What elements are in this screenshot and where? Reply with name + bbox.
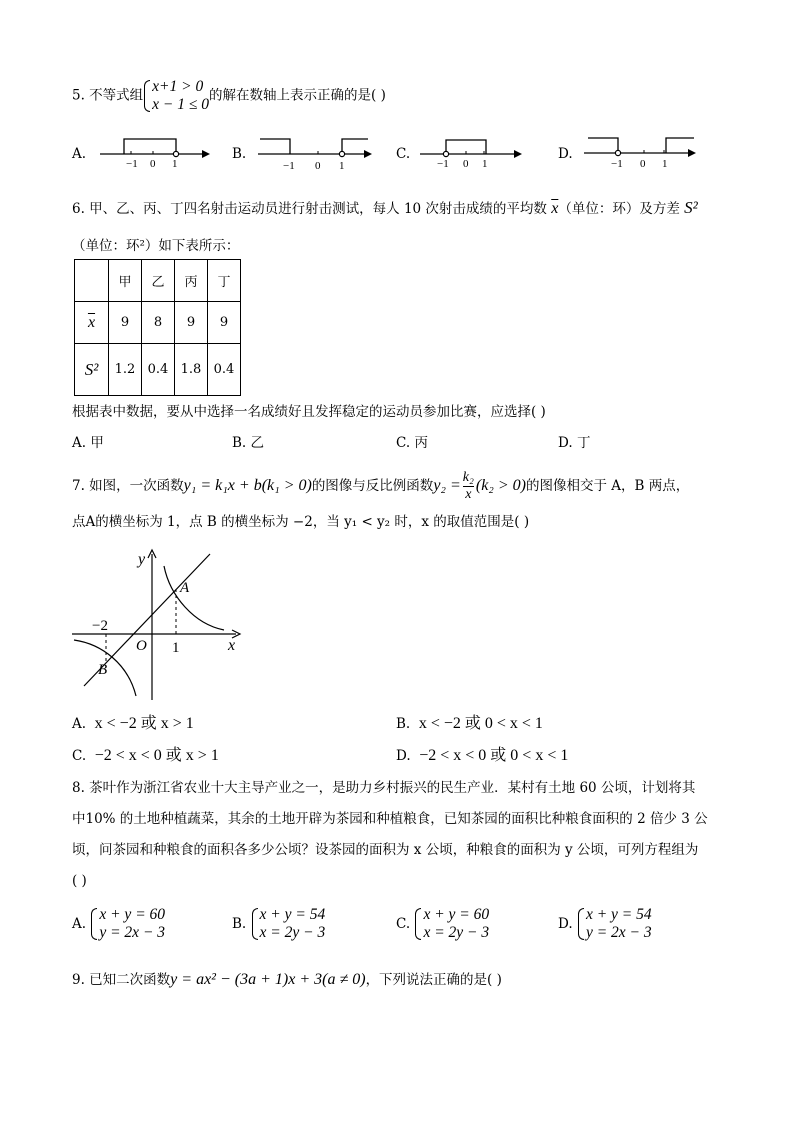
svg-text:0: 0 — [463, 158, 469, 170]
q5-number-line-d — [582, 132, 702, 174]
svg-text:0: 0 — [640, 158, 646, 170]
q5-inequality-system: x+1 > 0 x − 1 ≤ 0 — [143, 78, 209, 114]
question-8-line-4: ( ) — [72, 873, 87, 889]
svg-text:−1: −1 — [126, 158, 138, 170]
q5-option-c-letter: C. — [396, 146, 411, 162]
inverse-function-fraction: $\frac{\text{k₂}}{x}$ — [462, 470, 474, 502]
q7-option-b: B. x < −2 或 0 < x < 1 — [396, 715, 543, 732]
svg-text:1: 1 — [172, 158, 178, 170]
hyperbola-branch-1 — [164, 566, 224, 630]
q8-option-c: C. x + y = 60 x = 2y − 3 — [396, 906, 490, 941]
svg-text:−1: −1 — [611, 158, 623, 170]
question-6-line-2: （单位：环²）如下表所示： — [72, 238, 240, 254]
q6-option-a: A. 甲 — [72, 435, 104, 451]
svg-text:x: x — [228, 637, 236, 654]
q8-option-b: B. x + y = 54 x = 2y − 3 — [232, 906, 326, 941]
q5-suffix: 的解在数轴上表示正确的是( ) — [209, 87, 386, 104]
question-9: 9. 已知二次函数y = ax² − (3a + 1)x + 3(a ≠ 0)，下列说法正确的是( ) — [72, 971, 502, 988]
quadratic-function: y = ax² − (3a + 1)x + 3(a ≠ 0) — [170, 971, 366, 988]
q7-option-d: D. −2 < x < 0 或 0 < x < 1 — [396, 747, 569, 764]
question-7-line-1: 7. 如图，一次函数y₁ = k₁x + b(k₁ > 0)的图像与反比例函数y₂ = $\frac{\text{k₂}}{x}$ (k₂ > 0)的图像相交于 A，B 两点， — [72, 470, 690, 502]
q7-option-a: A. x < −2 或 x > 1 — [72, 715, 194, 732]
q5-number-line-c — [418, 134, 526, 174]
mean-symbol: $\overline{x}$ — [551, 200, 559, 217]
svg-text:A: A — [180, 580, 190, 596]
table-row-mean: $\overline{x}$ 9 8 9 9 — [75, 302, 241, 344]
linear-function: y₁ = k₁x + b(k₁ > 0) — [183, 477, 312, 494]
svg-text:−2: −2 — [92, 618, 108, 634]
q5-number-line-a — [98, 134, 214, 174]
variance-symbol: S² — [684, 198, 698, 217]
q7-function-graph — [66, 546, 246, 706]
q7-option-c: C. −2 < x < 0 或 x > 1 — [72, 747, 219, 764]
svg-text:B: B — [98, 662, 108, 678]
question-8-line-1: 8. 茶叶作为浙江省农业十大主导产业之一，是助力乡村振兴的民生产业．某村有土地 60 公顷，计划将其 — [72, 780, 696, 796]
q6-option-b: B. 乙 — [232, 435, 265, 451]
q5-option-b-letter: B. — [232, 146, 247, 162]
svg-text:0: 0 — [315, 160, 321, 172]
q6-data-table — [74, 259, 241, 396]
question-8-line-3: 顷，问茶园和种粮食的面积各多少公顷？设茶园的面积为 x 公顷，种粮食的面积为 y 公顷，可列方程组为 — [72, 842, 699, 858]
question-7-line-2: 点A的横坐标为 1，点 B 的横坐标为 −2，当 y₁ < y₂ 时，x 的取值范围是( ) — [72, 514, 530, 530]
q8-option-d: D. x + y = 54 y = 2x − 3 — [558, 906, 652, 941]
svg-text:−1: −1 — [283, 160, 295, 172]
svg-text:1: 1 — [172, 640, 180, 656]
svg-text:O: O — [136, 638, 147, 654]
svg-text:1: 1 — [339, 160, 345, 172]
q5-prefix: 5. 不等式组 — [72, 87, 144, 104]
svg-text:1: 1 — [482, 158, 488, 170]
q5-option-d-letter: D. — [558, 146, 573, 162]
q6-question: 根据表中数据，要从中选择一名成绩好且发挥稳定的运动员参加比赛，应选择( ) — [72, 404, 546, 420]
table-row-variance: S² 1.2 0.4 1.8 0.4 — [75, 344, 241, 396]
q6-option-c: C. 丙 — [396, 435, 428, 451]
question-5 — [72, 78, 386, 114]
svg-text:y: y — [138, 551, 146, 568]
q5-option-a-letter: A. — [72, 146, 87, 162]
svg-text:−1: −1 — [437, 158, 449, 170]
q8-option-a: A. x + y = 60 y = 2x − 3 — [72, 906, 166, 941]
table-header-row: 甲 乙 丙 丁 — [75, 260, 241, 302]
question-6-line-1: 6. 甲、乙、丙、丁四名射击运动员进行射击测试，每人 10 次射击成绩的平均数 $\overline{x}$（单位：环）及方差 S² — [72, 198, 698, 217]
svg-text:1: 1 — [662, 158, 668, 170]
svg-text:0: 0 — [150, 158, 156, 170]
question-8-line-2: 中10% 的土地种植蔬菜，其余的土地开辟为茶园和种植粮食，已知茶园的面积比种粮食面积的 2 倍少 3 公 — [72, 811, 708, 827]
q6-option-d: D. 丁 — [558, 435, 591, 451]
q5-number-line-b — [256, 134, 376, 174]
